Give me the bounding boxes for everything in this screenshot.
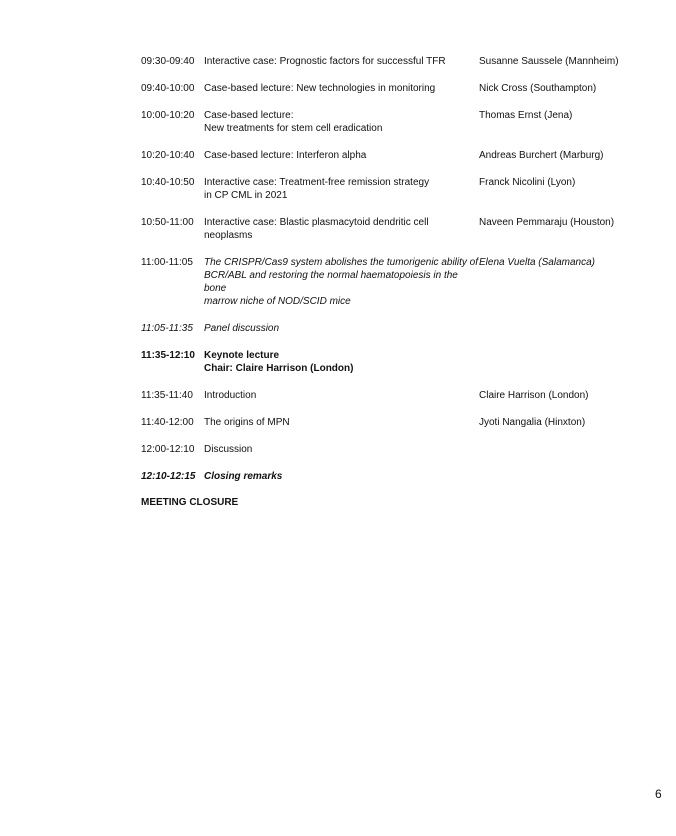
session-time: 11:05-11:35 xyxy=(141,323,193,334)
programme-schedule xyxy=(141,55,641,497)
session-title-line: Case-based lecture: xyxy=(204,110,294,121)
session-title-line: Panel discussion xyxy=(204,323,280,334)
session-title-line: Introduction xyxy=(204,390,257,401)
session-title-line: marrow niche of NOD/SCID mice xyxy=(204,296,351,307)
schedule-row xyxy=(141,389,641,402)
session-time: 09:30-09:40 xyxy=(141,56,195,67)
session-title-line: Interactive case: Treatment-free remission strategy xyxy=(204,177,430,188)
schedule-row xyxy=(141,216,641,242)
session-title-line: Case-based lecture: New technologies in monitoring xyxy=(204,83,436,94)
schedule-row xyxy=(141,176,641,202)
session-time: 10:00-10:20 xyxy=(141,110,195,121)
session-speaker: Franck Nicolini (Lyon) xyxy=(479,177,576,188)
session-title-line: The origins of MPN xyxy=(204,417,290,428)
session-speaker: Andreas Burchert (Marburg) xyxy=(479,150,604,161)
session-speaker: Naveen Pemmaraju (Houston) xyxy=(479,217,615,228)
session-title-line: in CP CML in 2021 xyxy=(204,190,288,201)
session-time: 12:00-12:10 xyxy=(141,444,195,455)
session-speaker: Susanne Saussele (Mannheim) xyxy=(479,56,619,67)
schedule-row xyxy=(141,82,641,95)
session-speaker: Elena Vuelta (Salamanca) xyxy=(479,257,595,268)
session-title-line: Discussion xyxy=(204,444,253,455)
session-speaker: Jyoti Nangalia (Hinxton) xyxy=(479,417,586,428)
schedule-row xyxy=(141,349,641,375)
schedule-row xyxy=(141,322,641,335)
session-title xyxy=(204,470,478,483)
session-title-line: Keynote lecture xyxy=(204,350,280,361)
page-number: 6 xyxy=(655,787,662,801)
session-time: 10:50-11:00 xyxy=(141,217,194,228)
session-time: 11:00-11:05 xyxy=(141,257,193,268)
session-title-line: neoplasms xyxy=(204,230,253,241)
session-speaker: Claire Harrison (London) xyxy=(479,390,589,401)
session-title-line: Chair: Claire Harrison (London) xyxy=(204,363,354,374)
session-time: 09:40-10:00 xyxy=(141,83,195,94)
schedule-row xyxy=(141,256,641,308)
session-title xyxy=(204,216,478,242)
session-title-line: New treatments for stem cell eradication xyxy=(204,123,383,134)
schedule-row xyxy=(141,443,641,456)
session-title xyxy=(204,256,478,308)
session-title xyxy=(204,109,478,135)
session-title xyxy=(204,416,478,429)
session-time: 10:20-10:40 xyxy=(141,150,195,161)
session-title xyxy=(204,55,478,68)
session-title xyxy=(204,149,478,162)
session-title xyxy=(204,322,478,335)
session-title-line: Closing remarks xyxy=(204,471,283,482)
session-title-line: Case-based lecture: Interferon alpha xyxy=(204,150,367,161)
session-time: 12:10-12:15 xyxy=(141,471,196,482)
session-speaker: Nick Cross (Southampton) xyxy=(479,83,597,94)
schedule-row xyxy=(141,55,641,68)
session-time: 10:40-10:50 xyxy=(141,177,195,188)
session-title-line: Interactive case: Prognostic factors for successful TFR xyxy=(204,56,446,67)
session-title xyxy=(204,443,478,456)
session-title xyxy=(204,349,478,375)
schedule-row xyxy=(141,416,641,429)
session-title xyxy=(204,389,478,402)
meeting-closure-heading: MEETING CLOSURE xyxy=(141,497,239,508)
schedule-row xyxy=(141,149,641,162)
session-time: 11:35-12:10 xyxy=(141,350,195,361)
schedule-row xyxy=(141,109,641,135)
session-title-line: BCR/ABL and restoring the normal haematopoiesis in the bone xyxy=(204,270,458,294)
schedule-row xyxy=(141,470,641,483)
session-title-line: The CRISPR/Cas9 system abolishes the tumorigenic ability of xyxy=(204,257,479,268)
session-title xyxy=(204,82,478,95)
session-title xyxy=(204,176,478,202)
session-time: 11:40-12:00 xyxy=(141,417,194,428)
session-title-line: Interactive case: Blastic plasmacytoid dendritic cell xyxy=(204,217,429,228)
session-time: 11:35-11:40 xyxy=(141,390,193,401)
session-speaker: Thomas Ernst (Jena) xyxy=(479,110,573,121)
